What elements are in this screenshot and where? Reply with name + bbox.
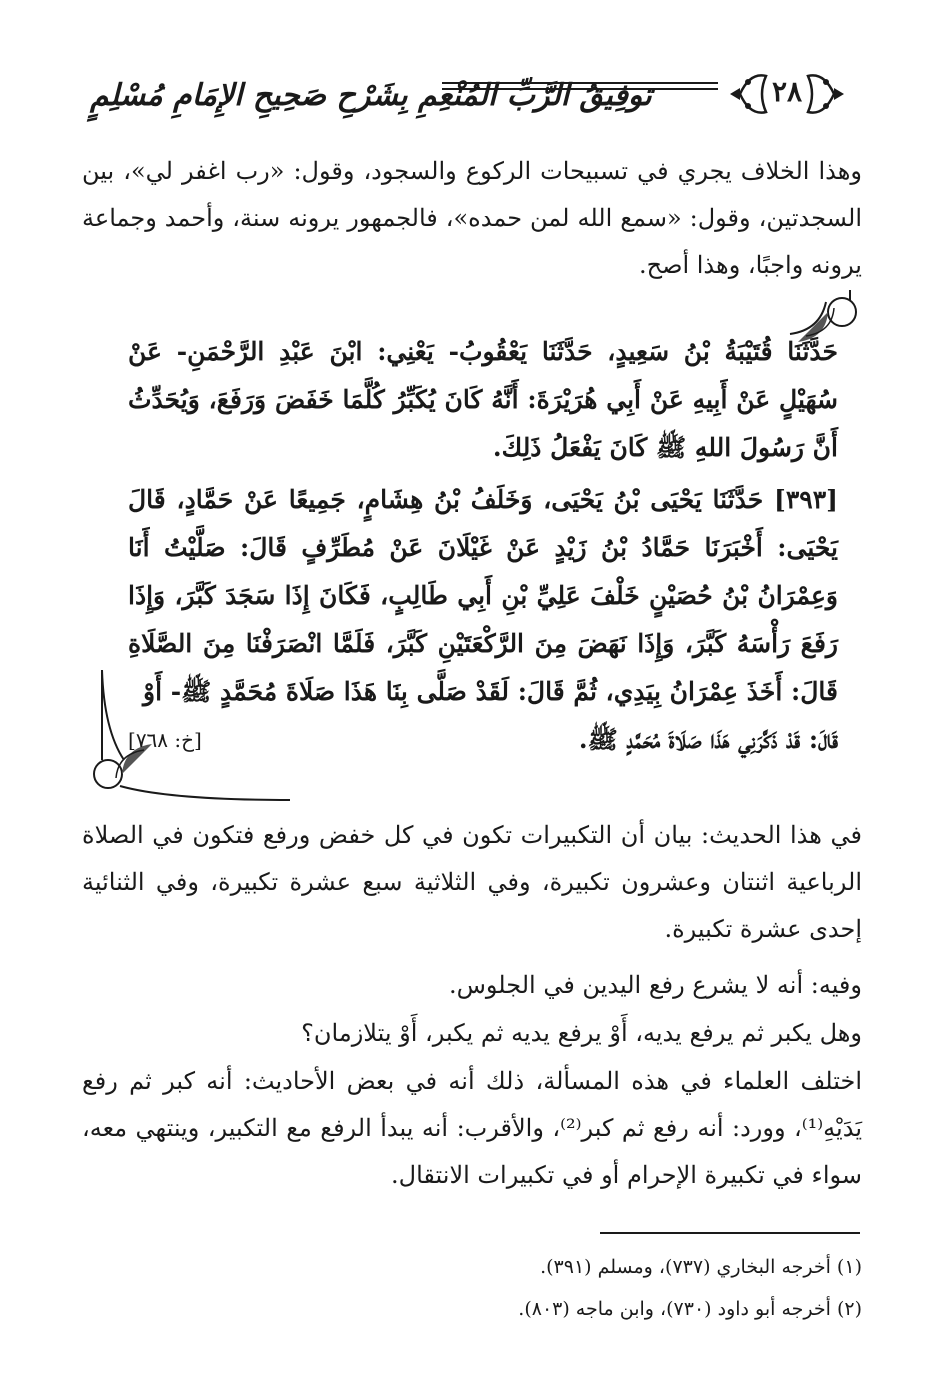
hadith-first: حَدَّثَنَا قُتَيْبَةُ بْنُ سَعِيدٍ، حَدَّثَنَا يَعْقُوبُ- يَعْنِي: ابْنَ عَبْدِ الرَّحْمَنِ- عَنْ سُهَيْلٍ عَنْ أَبِيهِ عَنْ أَبِي هُرَيْرَةَ: أَنَّهُ كَانَ يُكَبِّرُ كُلَّمَا خَفَضَ وَرَفَعَ، وَيُحَدِّثُ أَنَّ رَسُولَ اللهِ ﷺ كَانَ يَفْعَلُ ذَلِكَ. — [128, 337, 838, 462]
footnote-2: (٢) أخرجه أبو داود (٧٣٠)، وابن ماجه (٨٠٣). — [518, 1298, 862, 1320]
page-number-ornament — [726, 62, 848, 126]
intro-paragraph: وهذا الخلاف يجري في تسبيحات الركوع والسجود، وقول: «رب اغفر لي»، بين السجدتين، وقول: «سمع الله لمن حمده»، فالجمهور يرونه سنة، وأحمد وجماعة يرونه واجبًا، وهذا أصح. — [82, 157, 862, 279]
footnote-rule — [600, 1232, 860, 1234]
hadith-reference: [خ: ٧٦٨] — [128, 728, 202, 752]
page-number: ٢٨ — [771, 75, 803, 108]
commentary-paragraph-2: وفيه: أنه لا يشرع رفع اليدين في الجلوس. — [448, 971, 862, 999]
hadith-393: [٣٩٣] حَدَّثَنَا يَحْيَى بْنُ يَحْيَى، وَخَلَفُ بْنُ هِشَامٍ، جَمِيعًا عَنْ حَمَّادٍ، قَالَ يَحْيَى: أَخْبَرَنَا حَمَّادُ بْنُ زَيْدٍ عَنْ غَيْلَانَ عَنْ مُطَرِّفٍ قَالَ: صَلَّيْتُ أَنَا وَعِمْرَانُ بْنُ حُصَيْنٍ خَلْفَ عَلِيِّ بْنِ أَبِي طَالِبٍ، فَكَانَ إِذَا سَجَدَ كَبَّرَ، وَإِذَا رَفَعَ رَأْسَهُ كَبَّرَ، وَإِذَا نَهَضَ مِنَ الرَّكْعَتَيْنِ كَبَّرَ، فَلَمَّا انْصَرَفْنَا مِنَ الصَّلَاةِ قَالَ: أَخَذَ عِمْرَانُ بِيَدِي، ثُمَّ قَالَ: لَقَدْ صَلَّى بِنَا هَذَا صَلَاةَ مُحَمَّدٍ ﷺ- أَوْ — [128, 485, 838, 706]
hadith-393-last-line: قَالَ: قَدْ ذَكَّرَنِي هَذَا صَلَاةَ مُحَمَّدٍ ﷺ. — [578, 725, 838, 754]
book-title: توفِيقُ الرَّبِّ المُنْعِمِ بِشَرْحِ صَحِيحِ الإِمَامِ مُسْلِمٍ — [90, 78, 652, 113]
commentary-paragraph-1: في هذا الحديث: بيان أن التكبيرات تكون في كل خفض ورفع فتكون في الصلاة الرباعية اثنتان وعشرون تكبيرة، وفي الثلاثية سبع عشرة تكبيرة، وفي الثنائية إحدى عشرة تكبيرة. — [82, 821, 862, 943]
page-header — [90, 62, 860, 132]
commentary-paragraph-4: اختلف العلماء في هذه المسألة، ذلك أنه في بعض الأحاديث: أنه كبر ثم رفع يَدَيْهِ⁽¹⁾، وورد: أنه رفع ثم كبر⁽²⁾، والأقرب: أنه يبدأ الرفع مع التكبير، وينتهي معه، سواء في تكبيرة الإحرام أو في تكبيرات الانتقال. — [82, 1067, 862, 1189]
footnote-1: (١) أخرجه البخاري (٧٣٧)، ومسلم (٣٩١). — [540, 1256, 862, 1278]
header-double-rule — [442, 82, 718, 94]
commentary-paragraph-3: وهل يكبر ثم يرفع يديه، أَوْ يرفع يديه ثم يكبر، أَوْ يتلازمان؟ — [301, 1019, 862, 1047]
